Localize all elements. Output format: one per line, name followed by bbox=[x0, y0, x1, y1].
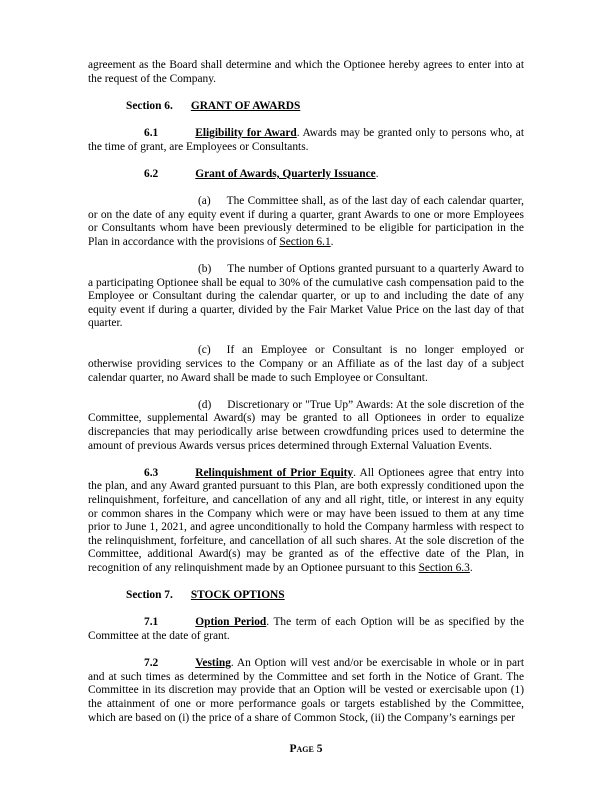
subsection-number: 6.3 bbox=[144, 466, 159, 479]
tab-spacer bbox=[158, 475, 195, 476]
paragraph-a bbox=[88, 195, 524, 249]
tab-spacer bbox=[211, 271, 227, 272]
section-title: STOCK OPTIONS bbox=[190, 589, 285, 602]
section-6-3-reference: Section 6.3 bbox=[418, 561, 470, 574]
section-7-heading bbox=[88, 589, 524, 603]
subsection-title: Relinquishment of Prior Equity bbox=[195, 466, 354, 479]
tab-spacer bbox=[211, 407, 227, 408]
tab-spacer bbox=[158, 176, 195, 177]
subsection-7-2 bbox=[88, 657, 524, 725]
paragraph-label: (b) bbox=[198, 262, 212, 275]
paragraph-label: (a) bbox=[198, 194, 211, 207]
paragraph-text: If an Employee or Consultant is no longer employed or otherwise providing services to the Company or an Affiliate as of the last day of a subject calendar quarter, no Award shall be made to such Employee or Consultant. bbox=[88, 344, 524, 384]
subsection-7-1 bbox=[88, 616, 524, 643]
tab-spacer bbox=[158, 135, 195, 136]
subsection-number: 6.2 bbox=[144, 167, 159, 180]
tab-spacer bbox=[211, 352, 227, 353]
subsection-number: 7.2 bbox=[144, 657, 159, 670]
paragraph-text: Discretionary or "True Up” Awards: At the sole discretion of the Committee, supplemental Award(s) may be granted to all Optionees in order to equalize discrepancies that may periodically arise between crowdfunding prices used to determine the amount of previous Awards versus prices determined through External Valuation Events. bbox=[88, 398, 524, 452]
subsection-6-1 bbox=[88, 127, 524, 154]
subsection-text: . An Option will vest and/or be exercisable in whole or in part and at such times as determined by the Committee and set forth in the Notice of Grant. The Committee in its discretion may provide that an Option will be vested or exercisable upon (1) the attainment of one or more performance goals or targets established by the Committee, which are based on (i) the price of a share of Common Stock, (ii) the Company’s earnings per bbox=[88, 657, 524, 724]
tab-spacer bbox=[173, 108, 191, 109]
paragraph-label: (d) bbox=[198, 398, 212, 411]
paragraph-d bbox=[88, 399, 524, 453]
subsection-title-period: . bbox=[375, 167, 379, 180]
tab-spacer bbox=[211, 203, 227, 204]
paragraph-text: The Committee shall, as of the last day of each calendar quarter, or on the date of any equity event if during a quarter, grant Awards to one or more Employees or Consultants whom have been previously determined to be eligible for participation in the Plan in accordance with the provisions of bbox=[88, 194, 524, 248]
page-number: Page 5 bbox=[289, 743, 323, 755]
subsection-title: Option Period bbox=[195, 616, 267, 629]
paragraph-c bbox=[88, 344, 524, 385]
subsection-text: . All Optionees agree that entry into the plan, and any Award granted pursuant to this Plan, are both expressly conditioned upon the relinquishment, forfeiture, and cancellation of any and all right, title, or interest in any equity or common shares in the Company which were or may have been issued to them at any time prior to June 1, 2021, and agree unconditionally to hold the Company harmless with respect to the relinquishment, forfeiture, and cancellation of all such shares. At the sole discretion of the Committee, additional Award(s) may be granted as of the effective date of the Plan, in recognition of any relinquishment made by an Optionee pursuant to this bbox=[88, 466, 524, 574]
paragraph-continuation bbox=[88, 59, 524, 86]
paragraph-period: . bbox=[330, 235, 334, 248]
section-number: Section 7. bbox=[126, 589, 173, 602]
paragraph-text: The number of Options granted pursuant to a quarterly Award to a participating Optionee shall be equal to 30% of the cumulative cash compensation paid to the Employee or Consultant during the calendar quarter, or up to and including the date of any equity event if during a quarter, divided by the Fair Market Value Price on the last day of that quarter. bbox=[88, 262, 524, 330]
paragraph-text: agreement as the Board shall determine and which the Optionee hereby agrees to enter into at the request of the Company. bbox=[88, 59, 524, 85]
tab-spacer bbox=[173, 597, 191, 598]
subsection-6-2-heading bbox=[88, 168, 524, 182]
subsection-6-3 bbox=[88, 467, 524, 576]
subsection-text: . Awards may be granted only to persons who, at the time of grant, are Employees or Consultants. bbox=[88, 126, 525, 153]
paragraph-label: (c) bbox=[198, 344, 211, 357]
tab-spacer bbox=[158, 665, 195, 666]
paragraph-period: . bbox=[469, 561, 473, 574]
subsection-text: . The term of each Option will be as specified by the Committee at the date of grant. bbox=[88, 616, 525, 642]
tab-spacer bbox=[158, 624, 195, 625]
section-title: GRANT OF AWARDS bbox=[190, 99, 301, 112]
subsection-title: Grant of Awards, Quarterly Issuance bbox=[195, 167, 376, 180]
page-body bbox=[88, 59, 524, 739]
subsection-title: Eligibility for Award bbox=[195, 126, 297, 139]
subsection-number: 7.1 bbox=[144, 616, 159, 629]
section-6-heading bbox=[88, 100, 524, 114]
section-number: Section 6. bbox=[126, 99, 173, 112]
paragraph-b bbox=[88, 263, 524, 331]
subsection-number: 6.1 bbox=[144, 126, 159, 139]
section-6-1-reference: Section 6.1 bbox=[279, 235, 331, 248]
subsection-title: Vesting bbox=[195, 657, 231, 670]
